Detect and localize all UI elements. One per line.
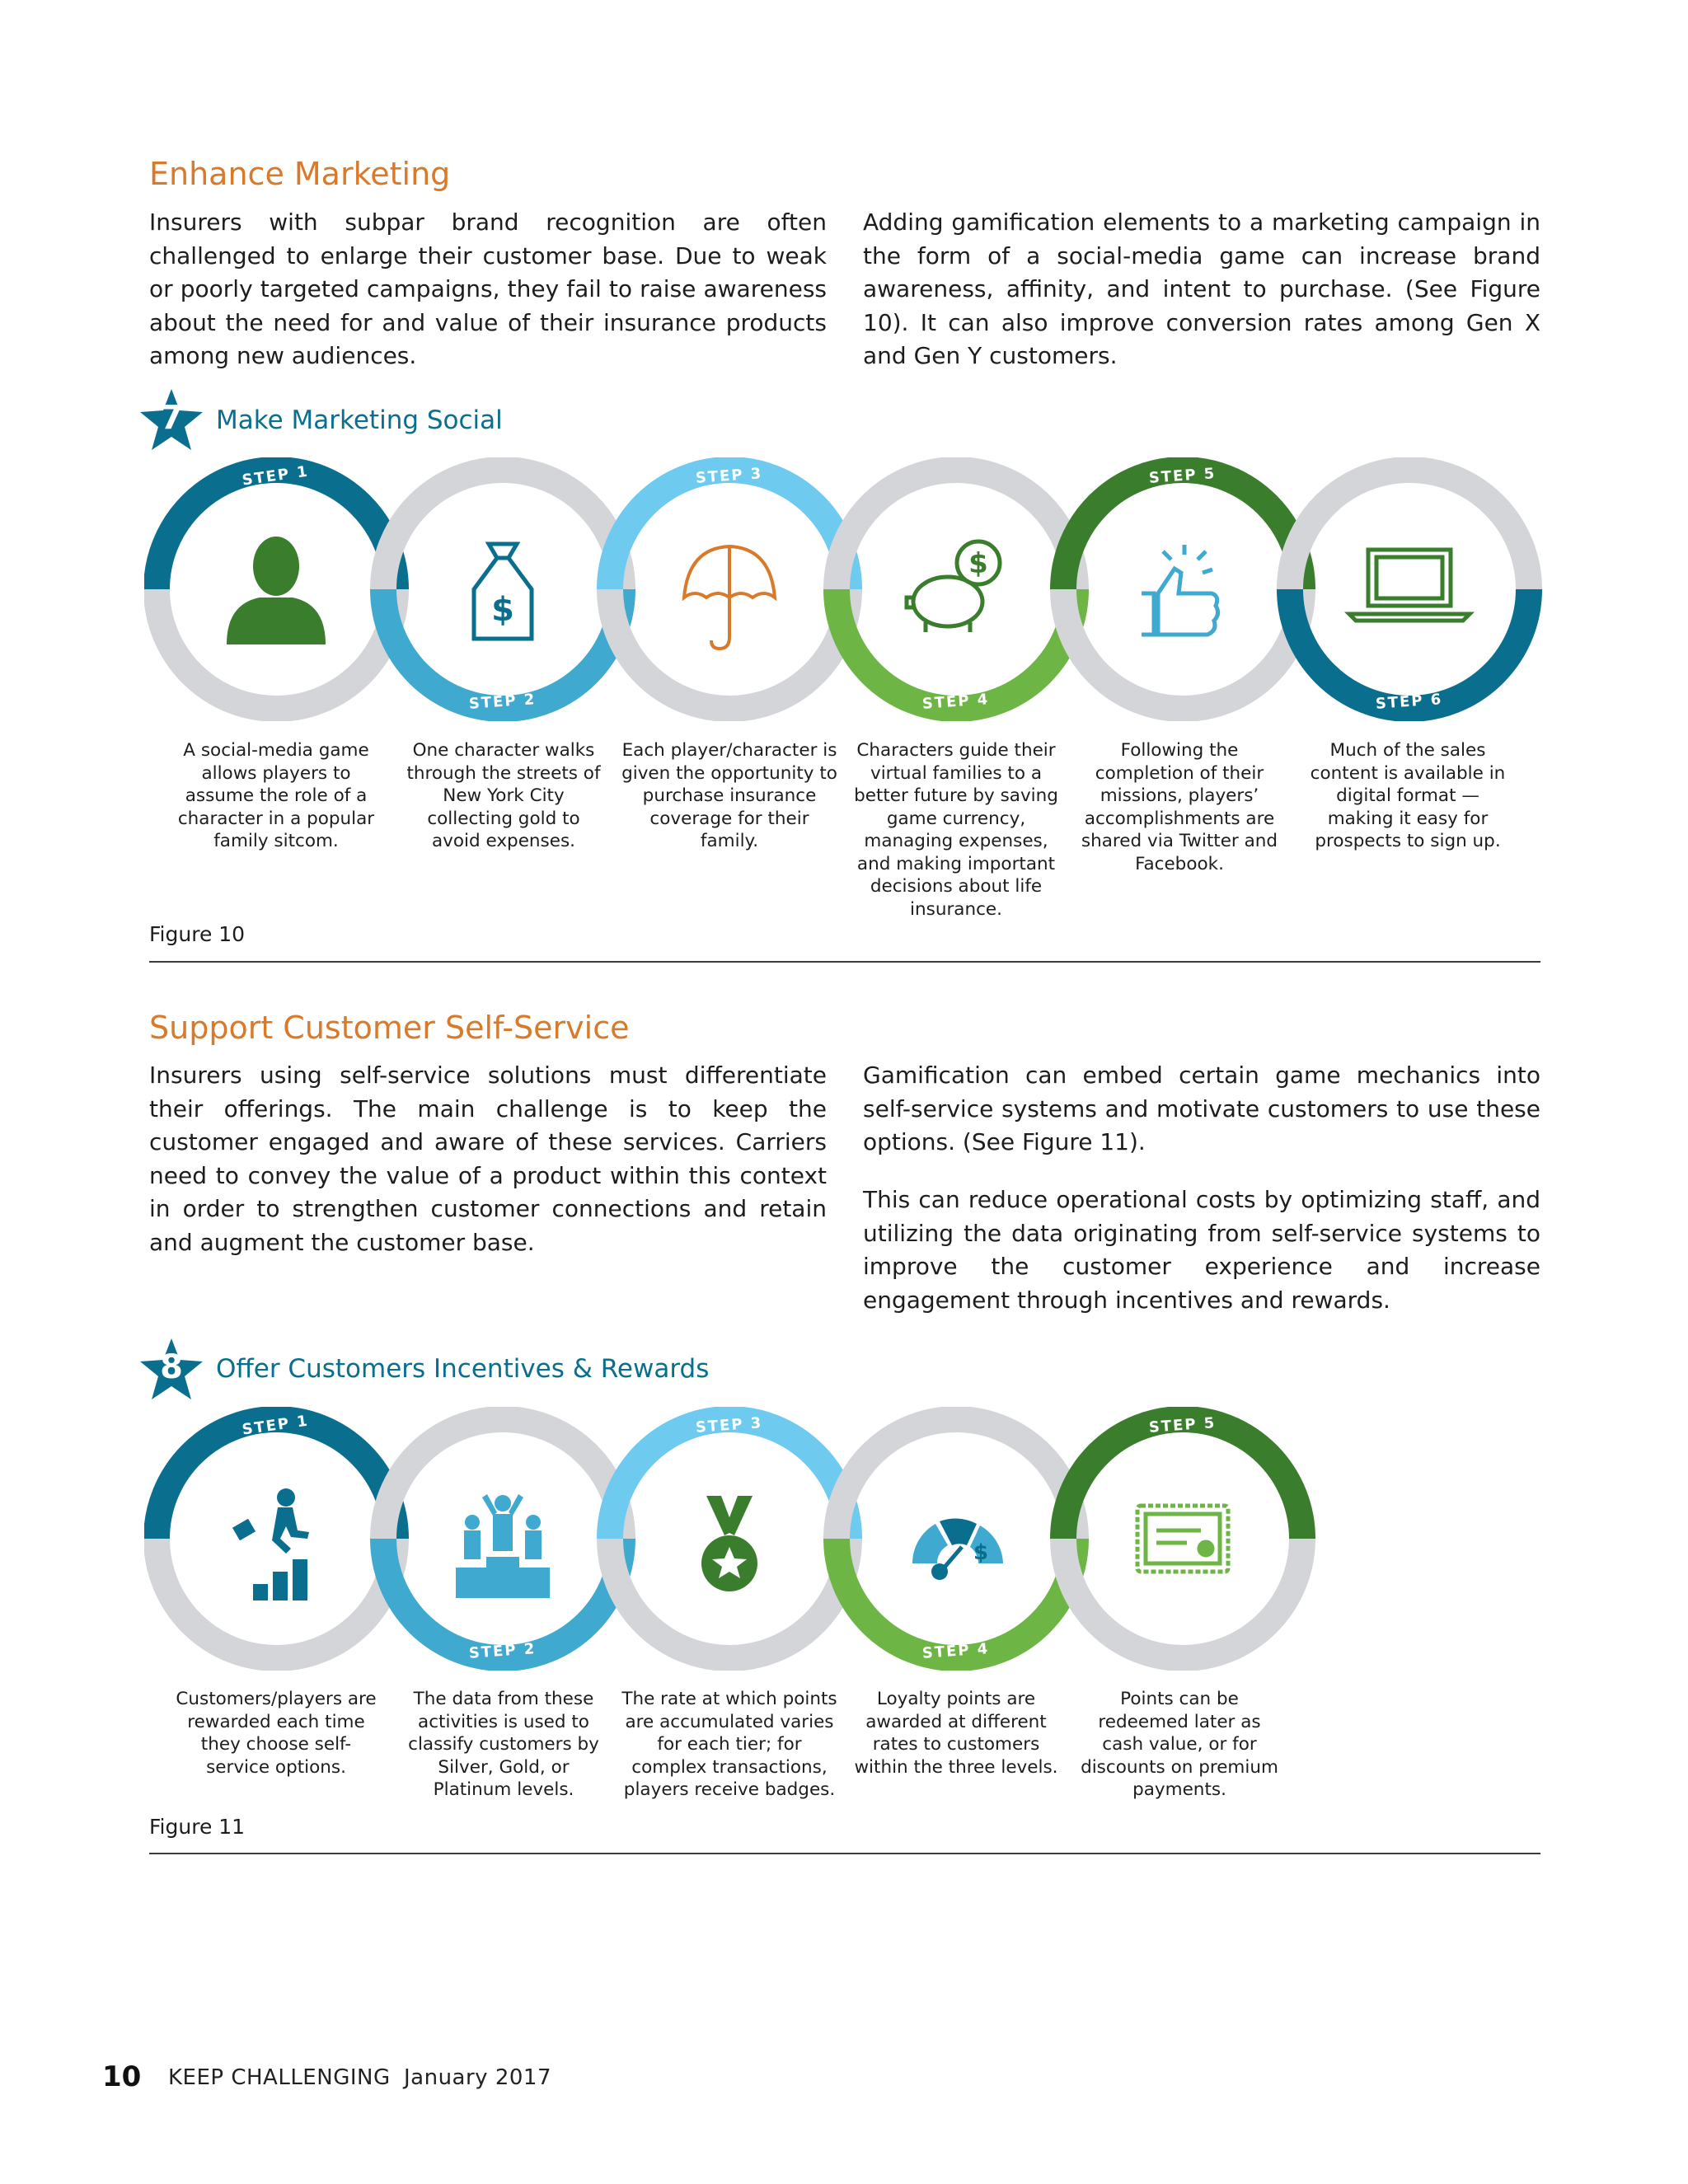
step-caption: Customers/players are rewarded each time they choose self-service options.	[176, 1689, 377, 1778]
publication-name: KEEP CHALLENGING	[168, 2065, 391, 2090]
step-caption: The data from these activities is used to classify customers by Silver, Gold, or Platinum levels.	[408, 1689, 599, 1800]
paragraph-marketing-left: Insurers with subpar brand recognition are often challenged to enlarge their customer base. Due to weak or poorly targeted campaigns, they fail to raise awareness about the need for and value of their insurance products among new audiences.	[149, 209, 827, 369]
person-icon	[227, 537, 326, 644]
paragraph-self-service-right-1: Gamification can embed certain game mechanics into self-service systems and motivate customers to use these options. (See Figure 11).	[863, 1062, 1540, 1155]
step-caption: Much of the sales content is available in digital format — making it easy for prospects to sign up.	[1310, 740, 1506, 851]
step-label: STEP 4	[921, 691, 991, 713]
figure-title: Make Marketing Social	[216, 405, 503, 435]
section-title-self-service: Support Customer Self-Service	[149, 1010, 630, 1046]
paragraph-self-service-left: Insurers using self-service solutions must differentiate their offerings. The main challenge is to keep the customer engaged and aware of these services. Carriers need to convey the value of a product within this context in order to strengthen customer connections and retain and augment the customer base.	[149, 1062, 827, 1256]
step-caption: The rate at which points are accumulated varies for each tier; for complex transactions, players receive badges.	[621, 1689, 837, 1800]
piggy-bank-icon	[907, 541, 1000, 632]
step-label: STEP 2	[468, 1640, 537, 1662]
step-caption: Following the completion of their missions, players’ accomplishments are shared via Twitter and Facebook.	[1081, 740, 1278, 874]
figure-label: Figure 10	[149, 922, 246, 946]
figure-number: 7	[160, 399, 183, 437]
certificate-icon	[1137, 1506, 1228, 1572]
figure-10-ring-diagram	[144, 457, 1545, 721]
gauge-icon	[912, 1519, 1003, 1580]
step-label: STEP 5	[1148, 1414, 1217, 1436]
svg-text:$: $	[968, 547, 988, 580]
step-caption: Characters guide their virtual families to a better future by saving game currency, managing expenses, and making important decisions about life insurance.	[854, 740, 1058, 920]
step-label: STEP 2	[468, 691, 537, 713]
step-caption: Points can be redeemed later as cash value, or for discounts on premium payments.	[1081, 1689, 1278, 1800]
step-label: STEP 1	[241, 462, 311, 490]
page-number: 10	[102, 2060, 142, 2093]
step-caption: Loyalty points are awarded at different rates to customers within the three levels.	[854, 1689, 1058, 1778]
step-label: STEP 3	[695, 465, 764, 487]
section-title-enhance-marketing: Enhance Marketing	[149, 156, 451, 192]
podium-icon	[456, 1494, 550, 1598]
step-label: STEP 6	[1375, 691, 1444, 713]
figure-number: 8	[160, 1348, 183, 1386]
step-number-badge	[138, 387, 204, 453]
step-number-badge	[138, 1337, 204, 1403]
step-caption: One character walks through the streets of New York City collecting gold to avoid expenses.	[406, 740, 601, 851]
step-label: STEP 4	[921, 1640, 991, 1662]
climbing-stairs-icon	[232, 1488, 309, 1601]
paragraph-self-service-right-2: This can reduce operational costs by optimizing staff, and utilizing the data originating from self-service systems to improve the customer experience and increase engagement through incentives and rewards.	[863, 1186, 1540, 1314]
publication-date: January 2017	[404, 2065, 551, 2090]
divider	[149, 1853, 1540, 1854]
step-caption: Each player/character is given the opportunity to purchase insurance coverage for their family.	[621, 740, 837, 851]
step-caption: A social-media game allows players to assume the role of a character in a popular family sitcom.	[177, 740, 375, 851]
svg-text:$: $	[491, 591, 514, 629]
umbrella-icon	[684, 546, 775, 649]
thumbs-up-icon	[1142, 545, 1218, 635]
step-label: STEP 5	[1148, 465, 1217, 487]
medal-icon	[701, 1496, 757, 1591]
step-label: STEP 1	[241, 1412, 311, 1439]
figure-label: Figure 11	[149, 1815, 246, 1839]
figure-11-ring-diagram	[144, 1407, 1339, 1671]
money-bag-icon	[474, 544, 532, 639]
divider	[149, 961, 1540, 963]
laptop-icon	[1349, 550, 1470, 621]
paragraph-marketing-right: Adding gamification elements to a marketing campaign in the form of a social-media game can increase brand awareness, affinity, and intent to purchase. (See Figure 10). It can also improve conversion rates among Gen X and Gen Y customers.	[863, 209, 1540, 369]
step-label: STEP 3	[695, 1414, 764, 1436]
svg-text:$: $	[973, 1540, 989, 1565]
figure-title: Offer Customers Incentives & Rewards	[216, 1354, 710, 1384]
